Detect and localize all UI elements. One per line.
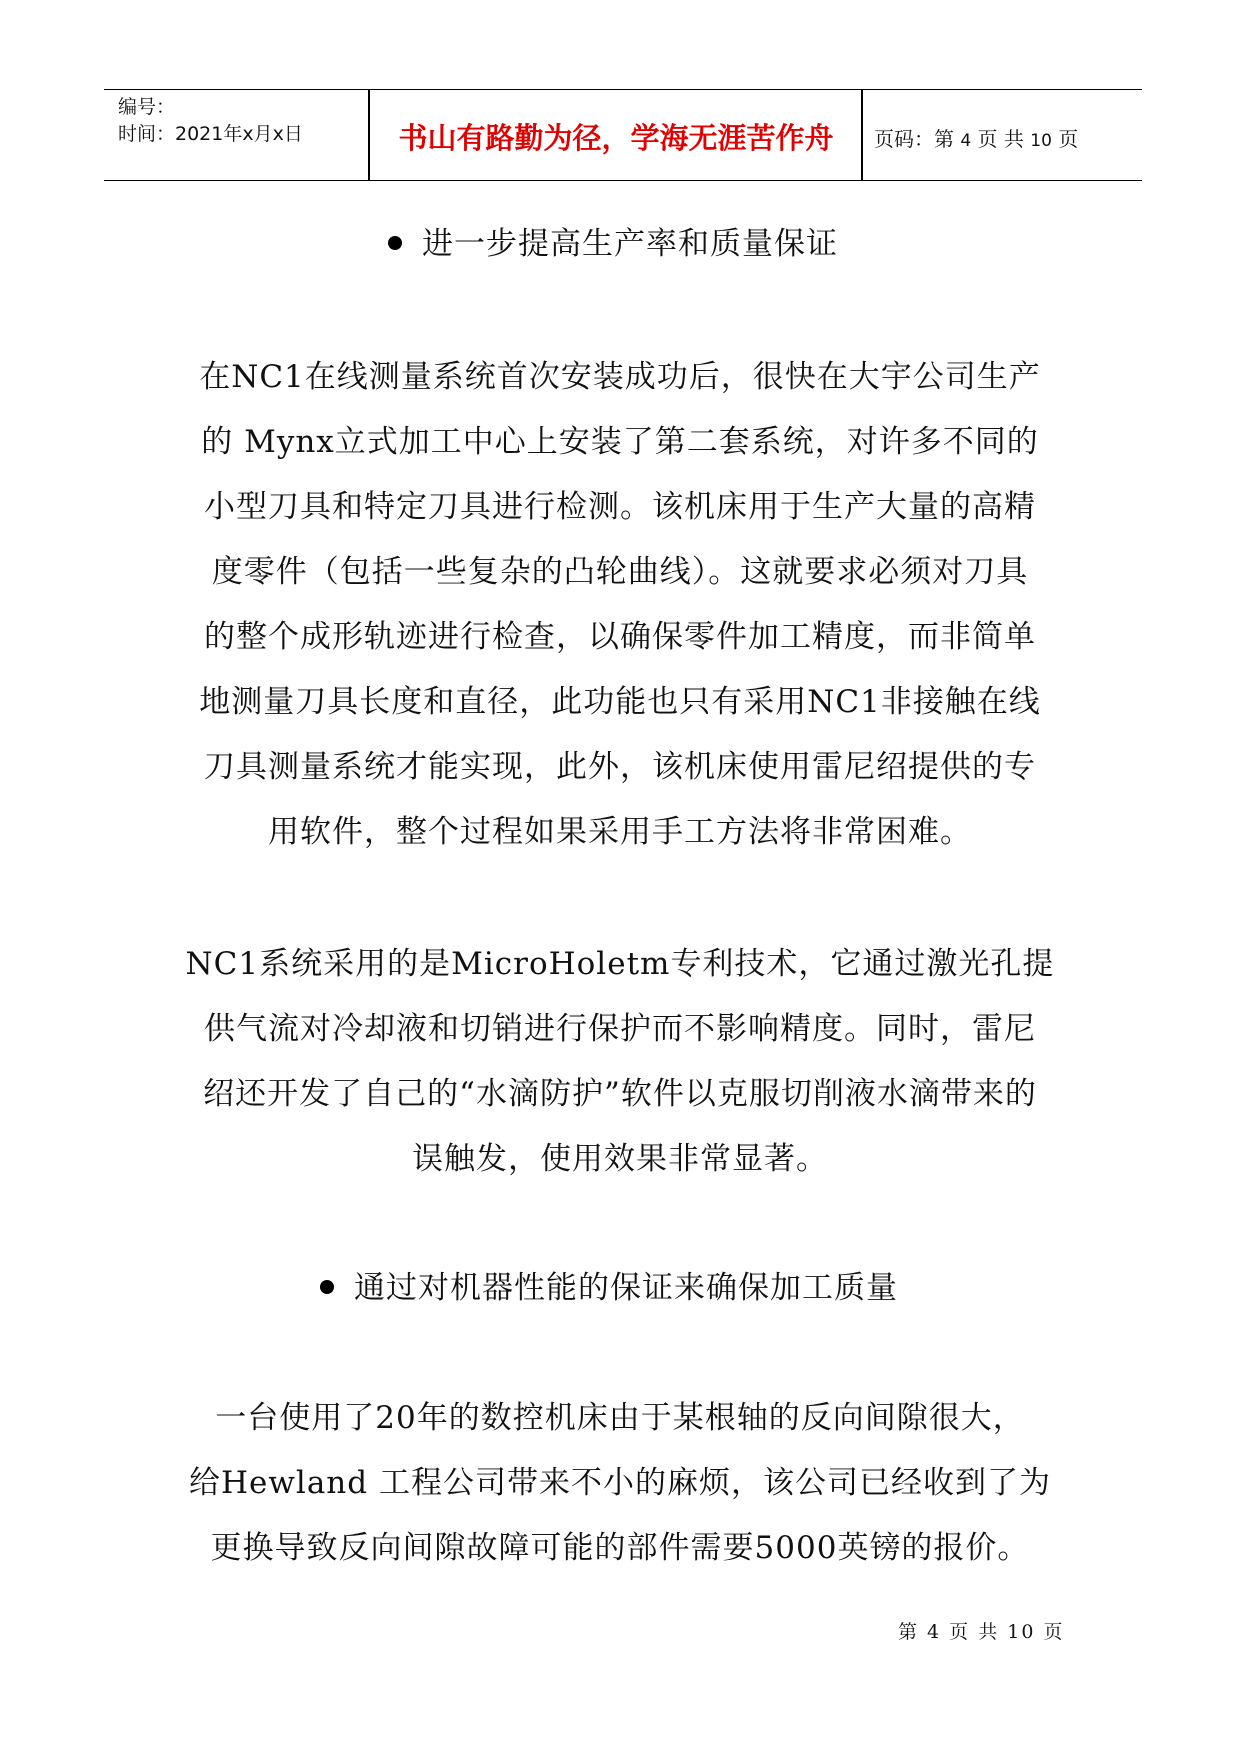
paragraph-line: 供气流对冷却液和切销进行保护而不影响精度。同时，雷尼 [204,1011,1036,1047]
paragraph-line: 刀具测量系统才能实现，此外，该机床使用雷尼绍提供的专 [204,749,1036,785]
page-total: 10 [1030,131,1052,151]
paragraph-line: 度零件（包括一些复杂的凸轮曲线）。这就要求必须对刀具 [211,554,1029,590]
bullet-icon [388,236,402,250]
paragraph-line: 绍还开发了自己的“水滴防护”软件以克服切削液水滴带来的 [203,1076,1037,1112]
heading-text: 进一步提高生产率和质量保证 [422,226,838,262]
paragraph-line: 给Hewland 工程公司带来不小的麻烦，该公司已经收到了为 [189,1465,1051,1501]
paragraph-line: 一台使用了20年的数控机床由于某根轴的反向间隙很大， [215,1400,1025,1436]
number-label: 编号： [118,96,176,118]
page-suffix: 页 [1058,127,1079,151]
header-divider [368,90,370,180]
page-header [104,89,1142,181]
paragraph-line: 在NC1在线测量系统首次安装成功后，很快在大宇公司生产 [199,359,1041,395]
paragraph-line: 更换导致反向间隙故障可能的部件需要5000英镑的报价。 [210,1530,1030,1566]
bullet-icon [320,1280,334,1294]
page-mid: 页 共 [977,127,1024,151]
paragraph-line: 的整个成形轨迹进行检查，以确保零件加工精度，而非简单 [204,619,1036,655]
header-divider [861,90,863,180]
time-label: 时间：2021年x月x日 [118,123,303,145]
paragraph-3 [180,1386,1060,1581]
header-motto: 书山有路勤为径，学海无涯苦作舟 [398,121,834,155]
paragraph-line: 用软件，整个过程如果采用手工方法将非常困难。 [268,814,972,850]
section-heading-1 [388,224,838,264]
page-footer: 第 4 页 共 10 页 [898,1621,1065,1643]
paragraph-line: 的 Mynx立式加工中心上安装了第二套系统，对许多不同的 [201,424,1039,460]
page-current: 4 [960,131,972,151]
paragraph-line: 地测量刀具长度和直径，此功能也只有采用NC1非接触在线 [199,684,1041,720]
header-meta [118,94,303,148]
heading-text: 通过对机器性能的保证来确保加工质量 [354,1270,898,1306]
section-heading-2 [320,1268,898,1308]
paragraph-line: 小型刀具和特定刀具进行检测。该机床用于生产大量的高精 [204,489,1036,525]
paragraph-1 [180,345,1060,865]
paragraph-2 [180,932,1060,1192]
header-page-indicator [874,123,1078,152]
paragraph-line: NC1系统采用的是MicroHoletm专利技术，它通过激光孔提 [185,946,1055,982]
page-prefix: 页码：第 [874,127,954,151]
paragraph-line: 误触发，使用效果非常显著。 [412,1141,828,1177]
